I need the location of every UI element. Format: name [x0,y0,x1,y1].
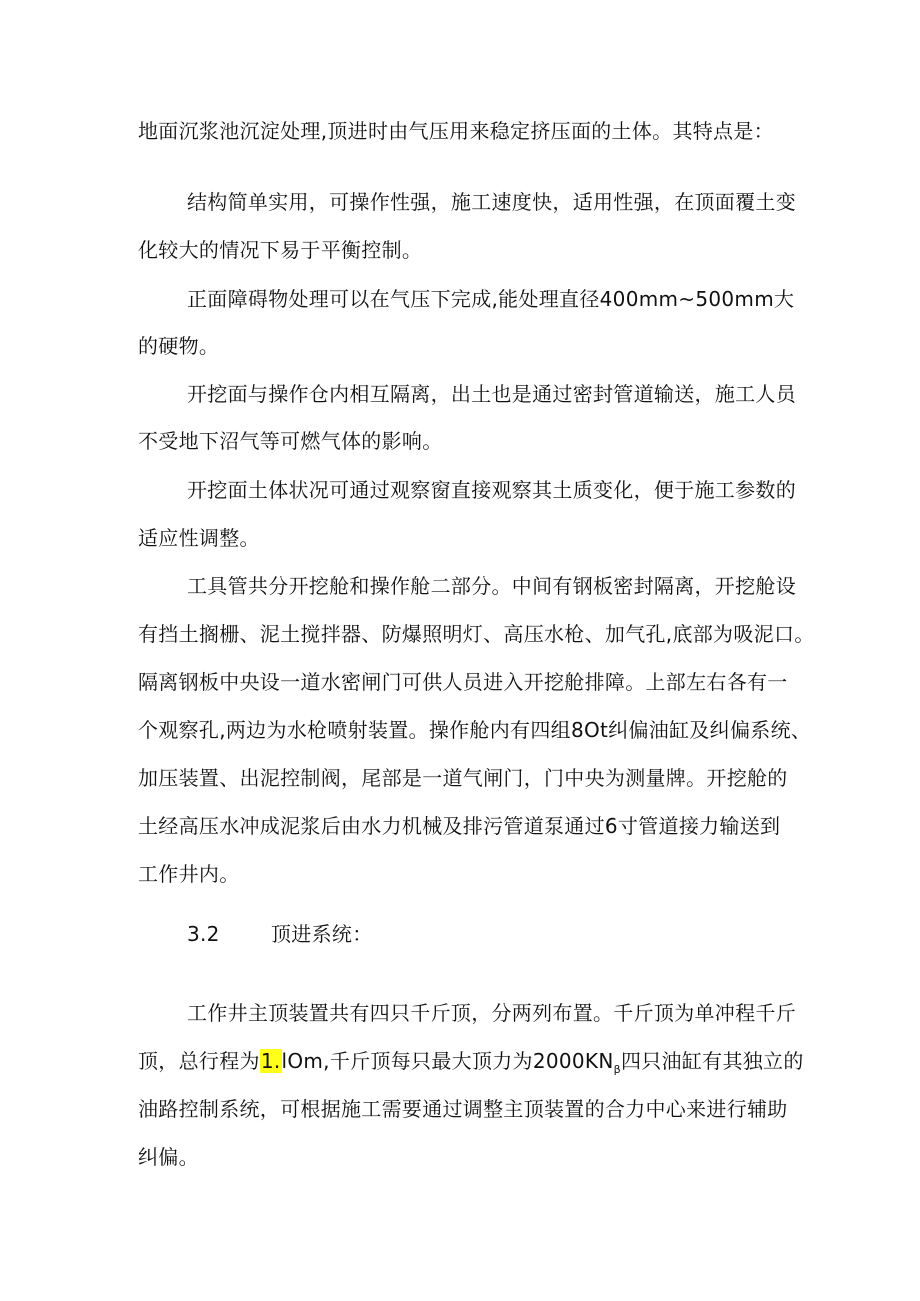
text-line: 土经高压水冲成泥浆后由水力机械及排污管道泵通过6寸管道接力输送到 [138,814,781,838]
text-segment: 顶，总行程为 [138,1049,260,1073]
text-segment: lOm,千斤顶每只最大顶力为2000KN [281,1049,614,1073]
text-line: 开挖面土体状况可通过观察窗直接观察其土质变化，便于施工参数的 [187,478,796,502]
text-line: 的硬物。 [138,334,220,358]
text-line: 不受地下沼气等可燃气体的影响。 [138,429,443,453]
text-line [138,1048,804,1083]
section-title: 顶进系统： [271,922,373,946]
text-line: 地面沉浆池沉淀处理,顶进时由气压用来稳定挤压面的土体。其特点是： [138,119,774,143]
text-line: 工作井主顶装置共有四只千斤顶，分两列布置。千斤顶为单冲程千斤 [187,1001,796,1025]
text-line: 加压装置、出泥控制阀，尾部是一道气闸门，门中央为测量牌。开挖舱的 [138,766,788,790]
text-line: 工具管共分开挖舱和操作舱二部分。中间有钢板密封隔离，开挖舱设 [187,574,796,598]
text-line: 油路控制系统，可根据施工需要通过调整主顶装置的合力中心来进行辅助 [138,1097,788,1121]
text-line: 化较大的情况下易于平衡控制。 [138,238,423,262]
highlighted-text: 1. [260,1049,281,1073]
text-line: 工作井内。 [138,862,240,886]
text-line: 结构简单实用，可操作性强，施工速度快，适用性强，在顶面覆土变 [187,190,796,214]
text-line: 适应性调整。 [138,526,260,550]
text-line: 隔离钢板中央设一道水密闸门可供人员进入开挖舱排障。上部左右各有一 [138,670,788,694]
text-line: 开挖面与操作仓内相互隔离，出土也是通过密封管道输送，施工人员 [187,382,796,406]
text-segment: 四只油缸有其独立的 [620,1049,804,1073]
text-line: 正面障碍物处理可以在气压下完成,能处理直径400mm~500mm大 [187,287,795,311]
text-line: 纠偏。 [138,1145,199,1169]
section-number: 3.2 [187,922,220,946]
text-line: 个观察孔,两边为水枪喷射装置。操作舱内有四组8Ot纠偏油缸及纠偏系统、 [138,718,812,742]
subscript-text: β [613,1063,621,1076]
text-line: 有挡土搁栅、泥土搅拌器、防爆照明灯、高压水枪、加气孔,底部为吸泥口。 [138,622,815,646]
